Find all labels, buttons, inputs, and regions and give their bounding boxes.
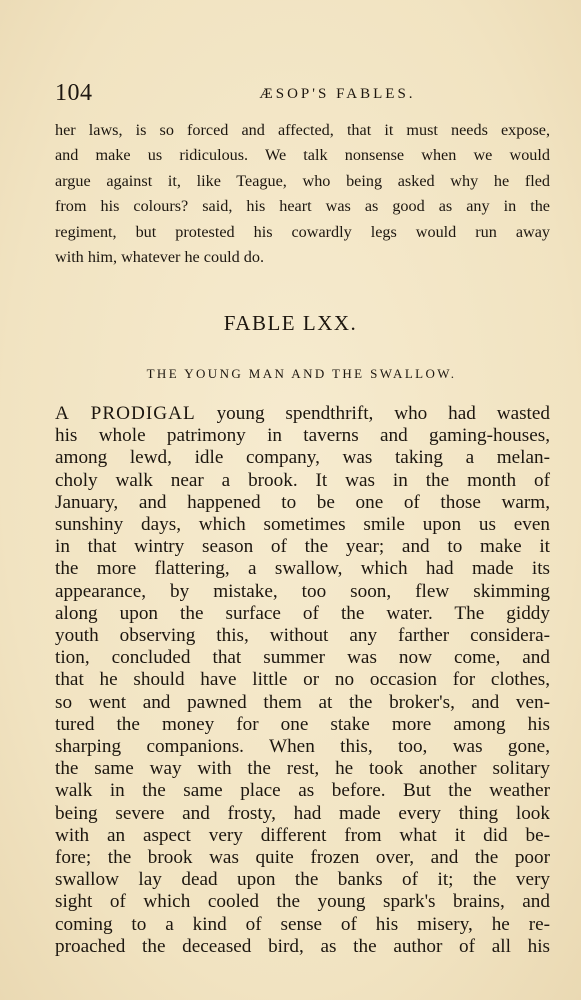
text-line: choly walk near a brook. It was in the month of xyxy=(55,469,550,491)
text-line: her laws, is so forced and affected, that it must needs expose, xyxy=(55,121,550,139)
text-line: coming to a kind of sense of his misery, he re- xyxy=(55,913,550,935)
fable-number: FABLE LXX. xyxy=(223,311,358,335)
text-line: swallow lay dead upon the banks of it; the very xyxy=(55,869,550,891)
text-line: among lewd, idle company, was taking a melan- xyxy=(55,447,550,469)
running-head xyxy=(55,80,550,110)
text-line: argue against it, like Teague, who being asked why he fled xyxy=(55,171,550,190)
text-line: sharping companions. When this, too, was gone, xyxy=(55,736,550,758)
text-line: January, and happened to be one of those warm, xyxy=(55,491,550,513)
text-line: regiment, but protested his cowardly legs would run away xyxy=(55,222,550,241)
text-line: with an aspect very different from what it did be- xyxy=(55,824,550,846)
text-line: youth observing this, without any farther considera- xyxy=(55,625,550,647)
text-line: sight of which cooled the young spark's brains, and xyxy=(55,891,550,913)
text-line: tured the money for one stake more among his xyxy=(55,713,550,735)
text-line: sunshiny days, which sometimes smile upon us even xyxy=(55,514,550,536)
text-line: from his colours? said, his heart was as good as any in the xyxy=(55,197,550,216)
text-line: being severe and frosty, had made every thing look xyxy=(55,802,550,824)
page-number: 104 xyxy=(55,80,93,106)
text-line-first xyxy=(55,403,550,425)
text-line: tion, concluded that summer was now come, and xyxy=(55,647,550,669)
text-line: the more flattering, a swallow, which had made its xyxy=(55,558,550,580)
text-line: and make us ridiculous. We talk nonsense when we would xyxy=(55,146,550,165)
fable-title: THE YOUNG MAN AND THE SWALLOW. xyxy=(146,366,457,381)
text-line: walk in the same place as before. But the weather xyxy=(55,780,550,802)
text-line: proached the deceased bird, as the author of all his xyxy=(55,935,550,957)
text-line: along upon the surface of the water. The giddy xyxy=(55,602,550,624)
text-line: fore; the brook was quite frozen over, and the poor xyxy=(55,847,550,869)
running-title: ÆSOP'S FABLES. xyxy=(259,86,416,102)
text-line: his whole patrimony in taverns and gaming-houses, xyxy=(55,425,550,447)
text-line: the same way with the rest, he took another solitary xyxy=(55,758,550,780)
opening-words: A PRODIGAL xyxy=(55,403,196,424)
first-line-text: young spendthrift, who had wasted xyxy=(195,403,550,424)
text-line: with him, whatever he could do. xyxy=(55,248,265,267)
text-line: in that wintry season of the year; and to make it xyxy=(55,536,550,558)
text-line: appearance, by mistake, too soon, flew skimming xyxy=(55,580,550,602)
previous-fable-moral xyxy=(55,118,550,270)
text-line: that he should have little or no occasion for clothes, xyxy=(55,669,550,691)
text-line: so went and pawned them at the broker's, and ven- xyxy=(55,691,550,713)
fable-body xyxy=(55,403,550,958)
